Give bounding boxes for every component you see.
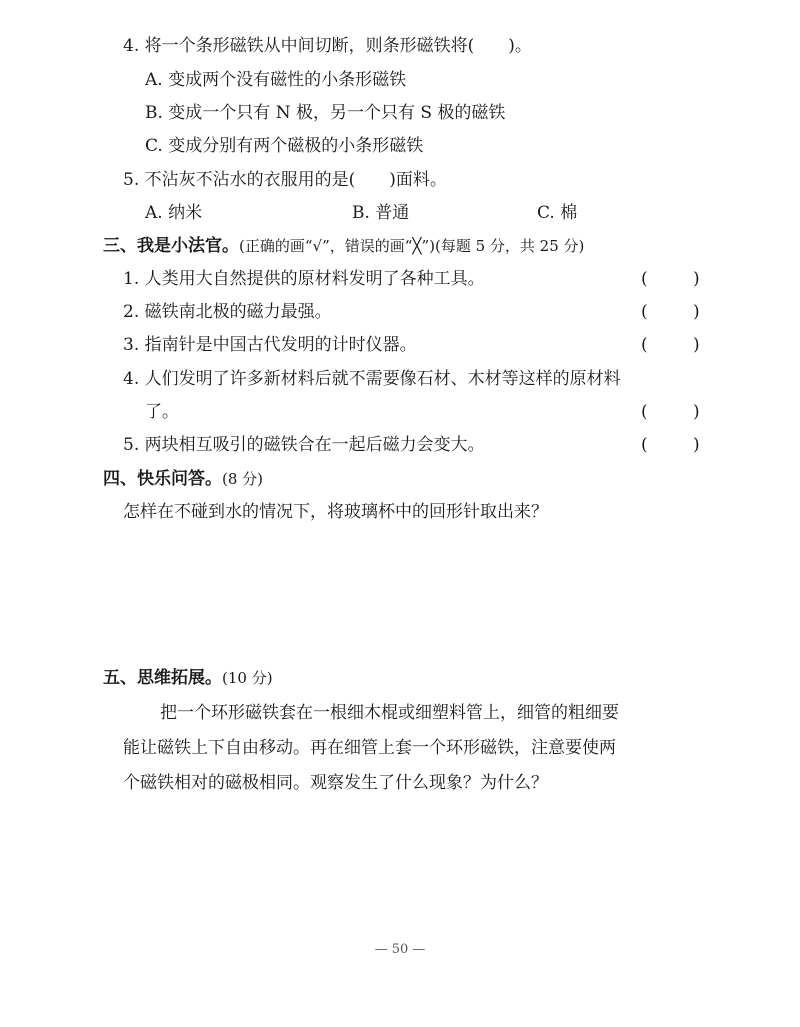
q4-option-a: A. 变成两个没有磁性的小条形磁铁 [145,70,407,90]
q5-option-a: A. 纳米 [145,203,203,223]
q4-option-b: B. 变成一个只有 N 极，另一个只有 S 极的磁铁 [145,103,506,123]
section3-item-4: 4. 人们发明了许多新材料后就不需要像石材、木材等这样的原材料 [123,369,621,389]
paren-close: ) [693,302,700,322]
paren-open: ( [641,335,648,355]
section4-question: 怎样在不碰到水的情况下，将玻璃杯中的回形针取出来？ [123,502,548,522]
section4-title [103,467,263,491]
q5-option-c: C. 棉 [537,203,578,223]
paren-close: ) [693,269,700,289]
q4-stem: 4. 将一个条形磁铁从中间切断，则条形磁铁将( )。 [123,36,532,56]
section3-item-4-cont: 了。 [145,402,179,422]
section5-title [103,666,273,690]
section5-note: (10 分) [222,669,273,687]
section4-note: (8 分) [222,470,264,488]
section5-line-3: 个磁铁相对的磁极相同。观察发生了什么现象？为什么？ [123,773,548,793]
section3-title [103,234,584,258]
paren-close: ) [693,335,700,355]
section3-heading: 三、我是小法官。 [103,236,239,256]
section3-item-1: 1. 人类用大自然提供的原材料发明了各种工具。 [123,269,485,289]
q4-option-c: C. 变成分别有两个磁极的小条形磁铁 [145,136,424,156]
section4-heading: 四、快乐问答。 [103,469,222,489]
section5-line-1: 把一个环形磁铁套在一根细木棍或细塑料管上，细管的粗细要 [160,703,619,723]
paren-open: ( [641,435,648,455]
paren-close: ) [693,402,700,422]
q5-option-b: B. 普通 [352,203,410,223]
section3-note: (正确的画“√”，错误的画“╳”)(每题 5 分，共 25 分) [239,237,585,255]
section5-heading: 五、思维拓展。 [103,668,222,688]
section3-item-3: 3. 指南针是中国古代发明的计时仪器。 [123,335,417,355]
section3-item-5: 5. 两块相互吸引的磁铁合在一起后磁力会变大。 [123,435,485,455]
section3-item-2: 2. 磁铁南北极的磁力最强。 [123,302,332,322]
paren-close: ) [693,435,700,455]
paren-open: ( [641,269,648,289]
q5-stem: 5. 不沾灰不沾水的衣服用的是( )面料。 [123,170,447,190]
page-number: — 50 — [374,942,426,957]
paren-open: ( [641,402,648,422]
section5-line-2: 能让磁铁上下自由移动。再在细管上套一个环形磁铁，注意要使两 [123,738,616,758]
paren-open: ( [641,302,648,322]
